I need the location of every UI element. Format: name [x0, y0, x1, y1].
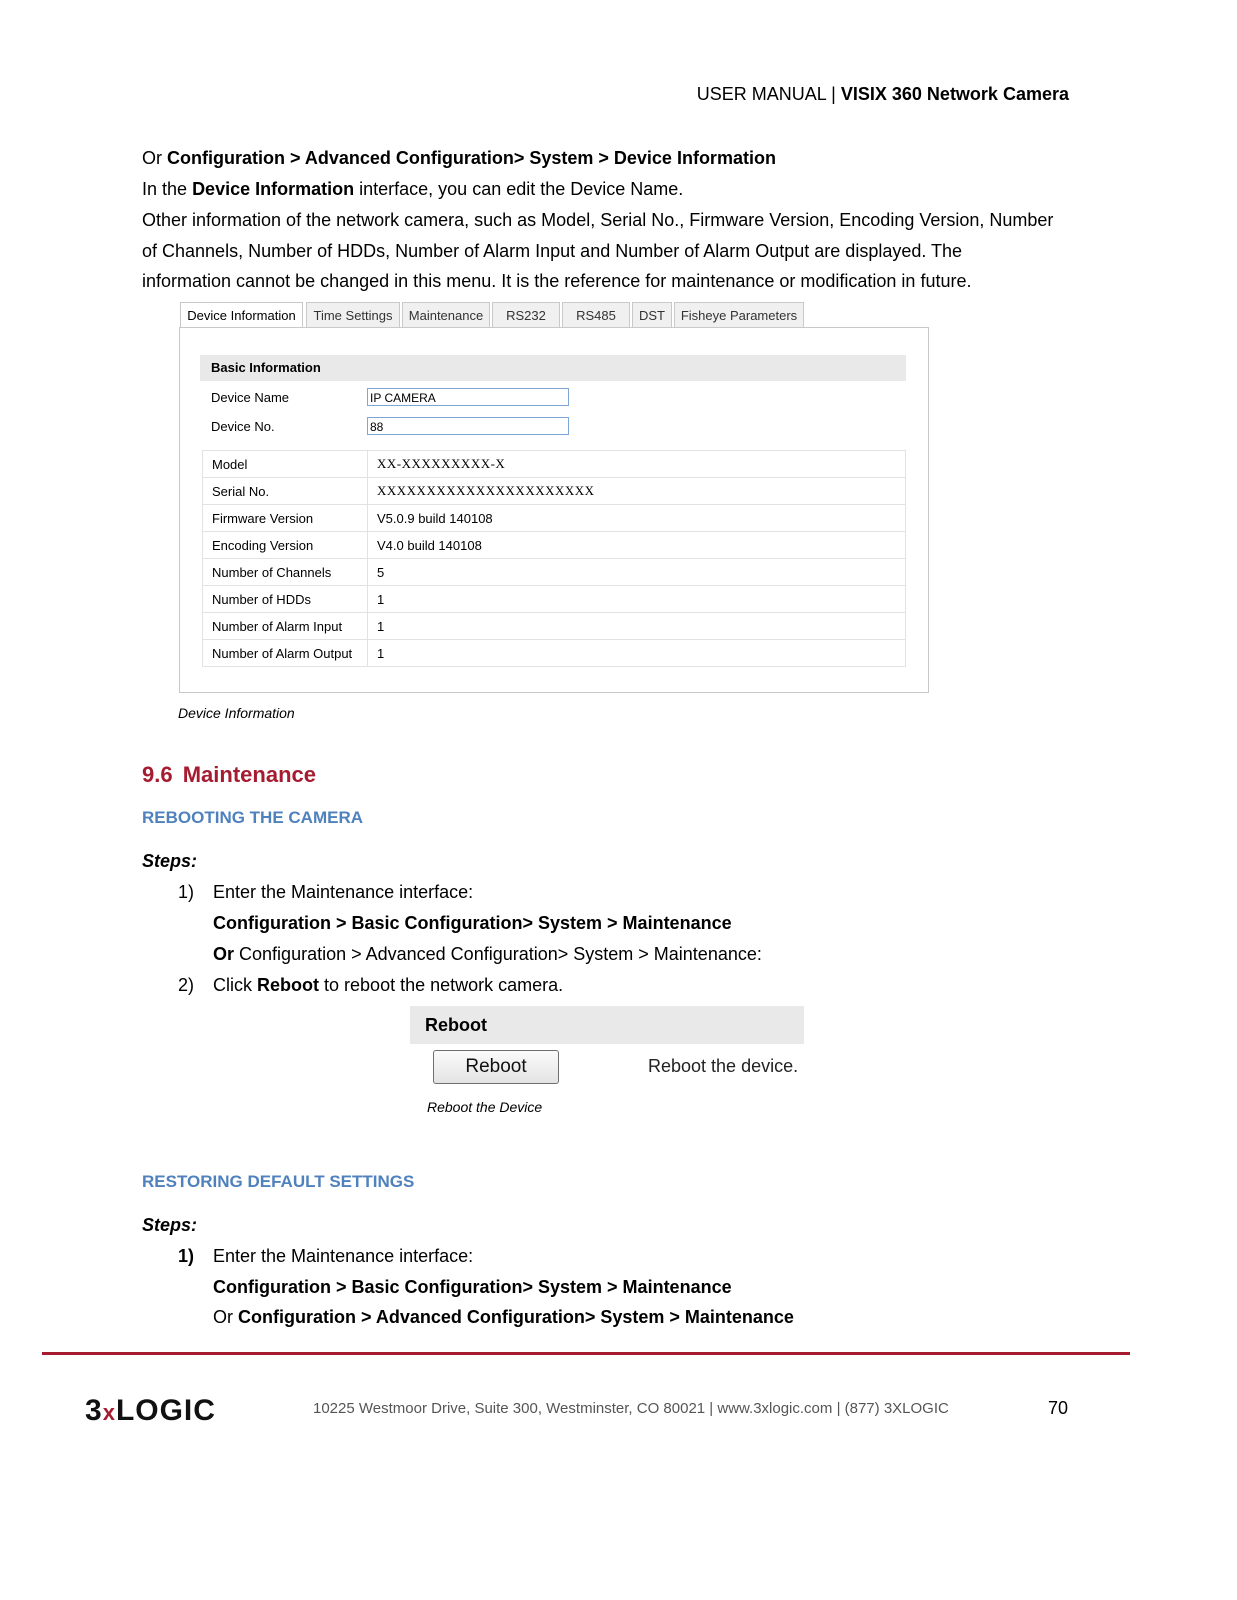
menu-path-alt: Or Configuration > Advanced Configuration> System > Maintenance: [213, 1307, 794, 1327]
device-name-input[interactable]: IP CAMERA: [367, 388, 569, 406]
device-no-input[interactable]: 88: [367, 417, 569, 435]
tab-fisheye-parameters[interactable]: Fisheye Parameters: [674, 302, 804, 329]
tab-rs232[interactable]: RS232: [492, 302, 560, 329]
table-row: Model XX-XXXXXXXXX-X: [203, 451, 906, 478]
table-row: Number of Channels 5: [203, 559, 906, 586]
intro-para-line-2: of Channels, Number of HDDs, Number of Alarm Input and Number of Alarm Output are displayed. The: [142, 241, 963, 261]
intro-para-line-1: Other information of the network camera, such as Model, Serial No., Firmware Version, Encoding Version, Number: [142, 210, 1054, 230]
intro-line-1: Or Configuration > Advanced Configuration> System > Device Information: [142, 148, 776, 168]
intro-line-2: In the Device Information interface, you can edit the Device Name.: [142, 179, 684, 199]
header-product: VISIX 360 Network Camera: [840, 84, 1069, 104]
tab-dst[interactable]: DST: [632, 302, 672, 329]
table-row: Number of Alarm Input 1: [203, 613, 906, 640]
tab-device-information[interactable]: Device Information: [180, 302, 303, 330]
page-number: 70: [1048, 1398, 1069, 1418]
reboot-description: Reboot the device.: [648, 1056, 799, 1076]
figure-caption-device-information: Device Information: [178, 705, 295, 721]
menu-path: Configuration > Advanced Configuration> System > Device Information: [167, 148, 776, 168]
header-manual: USER MANUAL: [696, 84, 827, 104]
tab-maintenance[interactable]: Maintenance: [402, 302, 490, 329]
figure-caption-reboot: Reboot the Device: [427, 1099, 543, 1115]
device-no-label: Device No.: [211, 419, 275, 434]
device-info-table: [202, 450, 906, 667]
reboot-section-title: Reboot: [410, 1006, 804, 1044]
table-row: Number of HDDs 1: [203, 586, 906, 613]
step-number: 1): [178, 1246, 195, 1266]
menu-path-alt: Or Configuration > Advanced Configuration> System > Maintenance:: [213, 944, 762, 964]
tab-rs485[interactable]: RS485: [562, 302, 630, 329]
basic-information-title: Basic Information: [200, 355, 906, 381]
menu-path: Configuration > Basic Configuration> System > Maintenance: [213, 913, 732, 933]
company-logo: 3xLOGIC: [85, 1394, 216, 1427]
table-row: Serial No. XXXXXXXXXXXXXXXXXXXXXX: [203, 478, 906, 505]
reboot-button[interactable]: Reboot: [433, 1050, 559, 1084]
section-title: 9.6 Maintenance: [142, 762, 316, 787]
step-text: Enter the Maintenance interface:: [213, 882, 474, 902]
header-separator: |: [831, 84, 836, 104]
step-text: Enter the Maintenance interface:: [213, 1246, 474, 1266]
steps-label: Steps:: [142, 1215, 198, 1235]
table-row: Number of Alarm Output 1: [203, 640, 906, 667]
footer-address: 10225 Westmoor Drive, Suite 300, Westminster, CO 80021 | www.3xlogic.com | (877) 3XLOGIC: [313, 1400, 949, 1417]
table-row: Encoding Version V4.0 build 140108: [203, 532, 906, 559]
running-header: [697, 84, 1069, 105]
footer-rule: [42, 1352, 1130, 1355]
subheading-restoring: RESTORING DEFAULT SETTINGS: [142, 1172, 415, 1191]
subheading-rebooting: REBOOTING THE CAMERA: [142, 808, 363, 827]
step-number: 1): [178, 882, 195, 902]
menu-path: Configuration > Basic Configuration> System > Maintenance: [213, 1277, 732, 1297]
step-text: Click Reboot to reboot the network camera.: [213, 975, 564, 995]
step-number: 2): [178, 975, 195, 995]
table-row: Firmware Version V5.0.9 build 140108: [203, 505, 906, 532]
tab-time-settings[interactable]: Time Settings: [306, 302, 400, 329]
intro-para-line-3: information cannot be changed in this menu. It is the reference for maintenance or modification in future.: [142, 271, 972, 291]
steps-label: Steps:: [142, 851, 198, 871]
device-name-label: Device Name: [211, 390, 290, 405]
